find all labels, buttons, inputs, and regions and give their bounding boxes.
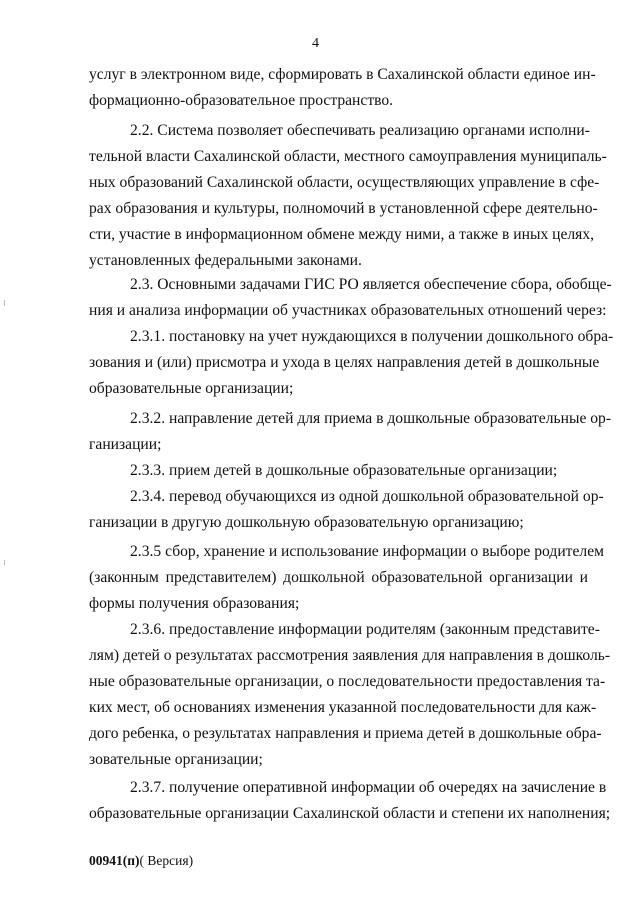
document-footer: [89, 853, 193, 869]
paragraph-first-line: 2.3.7. получение оперативной информации об очередях на зачисление в: [130, 779, 607, 796]
paragraph-first-line: 2.3. Основными задачами ГИС РО является обеспечение сбора, обобще-: [130, 276, 612, 293]
text-line: формы получения образования;: [89, 595, 300, 612]
text-line: установленных федеральными законами.: [89, 252, 362, 269]
text-line: образовательные организации Сахалинской области и степени их наполнения;: [89, 805, 611, 822]
text-line: ганизации;: [89, 436, 162, 453]
paragraph-first-line: 2.3.2. направление детей для приема в дошкольные образовательные ор-: [130, 410, 612, 427]
text-line: ных образований Сахалинской области, осуществляющих управление в сфе-: [89, 174, 600, 191]
text-line: зования и (или) присмотра и ухода в целях направления детей в дошкольные: [89, 354, 600, 371]
text-line: рах образования и культуры, полномочий в установленной сфере деятельно-: [89, 200, 598, 217]
text-line: лям) детей о результатах рассмотрения заявления для направления в дошколь-: [89, 647, 611, 664]
document-code: 00941(п): [89, 853, 140, 868]
text-line: ные образовательные организации, о последовательности предоставления та-: [89, 673, 606, 690]
text-line: сти, участие в информационном обмене между ними, а также в иных целях,: [89, 226, 595, 243]
document-version: ( Версия): [139, 853, 194, 868]
text-line: ких мест, об основаниях изменения указанной последовательности для каж-: [89, 699, 597, 716]
text-line: тельной власти Сахалинской области, местного самоуправления муниципаль-: [89, 148, 607, 165]
text-line: формационно-образовательное пространство.: [89, 92, 394, 109]
paragraph-first-line: 2.3.5 сбор, хранение и использование информации о выборе родителем: [130, 543, 604, 560]
text-line: ния и анализа информации об участниках образовательных отношений через:: [89, 302, 607, 319]
text-line: (законным представителем) дошкольной образовательной организации и: [89, 569, 588, 586]
text-line: зовательные организации;: [89, 751, 263, 768]
paragraph-first-line: 2.3.6. предоставление информации родителям (законным представите-: [130, 621, 600, 638]
paragraph-first-line: 2.2. Система позволяет обеспечивать реализацию органами исполни-: [130, 122, 590, 139]
text-line: дого ребенка, о результатах направления и приема детей в дошкольные обра-: [89, 725, 602, 742]
page-number: 4: [312, 36, 319, 51]
text-line: образовательные организации;: [89, 380, 294, 397]
paragraph-first-line: 2.3.1. постановку на учет нуждающихся в получении дошкольного обра-: [130, 328, 614, 345]
text-line: ганизации в другую дошкольную образовательную организацию;: [89, 514, 524, 531]
text-line: услуг в электронном виде, сформировать в Сахалинской области единое ин-: [89, 66, 596, 83]
paragraph-first-line: 2.3.4. перевод обучающихся из одной дошкольной образовательной ор-: [130, 488, 604, 505]
paragraph-first-line: 2.3.3. прием детей в дошкольные образовательные организации;: [130, 462, 558, 479]
scan-edge-mark: [4, 560, 5, 565]
scan-edge-mark: [4, 300, 5, 306]
